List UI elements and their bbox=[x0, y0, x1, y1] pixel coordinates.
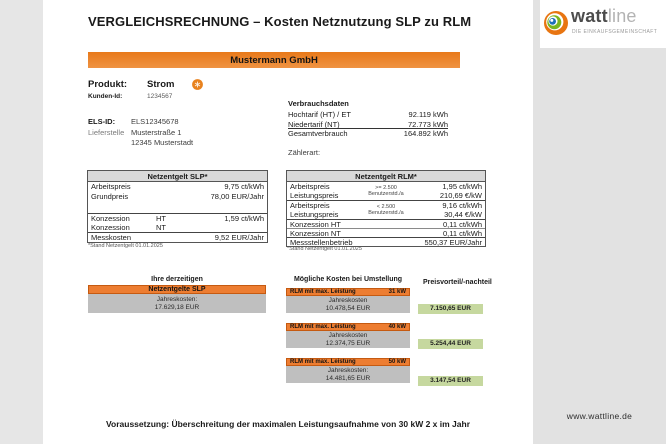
verbrauch-value: 92.119 kWh bbox=[408, 110, 448, 119]
option-cost-value: 12.374,75 EUR bbox=[325, 340, 371, 347]
rlm-footnote: *Stand Netzentgelt 01.01.2025 bbox=[287, 246, 362, 252]
table-row bbox=[88, 182, 267, 192]
row-value: 9,16 ct/kWh bbox=[442, 201, 482, 210]
row-label: Arbeitspreis bbox=[290, 201, 330, 210]
row-label: Konzession bbox=[91, 214, 130, 223]
slp-table-header: Netzentgelt SLP* bbox=[88, 171, 267, 182]
row-label: Arbeitspreis bbox=[290, 182, 330, 191]
row-label: Arbeitspreis bbox=[91, 182, 131, 191]
condition-line2: Benutzerstd./a bbox=[368, 191, 404, 197]
verbrauchsdaten-title: Verbrauchsdaten bbox=[288, 99, 349, 108]
verbrauch-value: 164.892 kWh bbox=[403, 129, 448, 138]
row-label: Konzession NT bbox=[290, 229, 341, 238]
row-label: Messstellenbetrieb bbox=[290, 238, 353, 247]
row-value: 78,00 EUR/Jahr bbox=[210, 191, 264, 201]
option-bar-31kw bbox=[286, 288, 410, 296]
group-condition bbox=[354, 182, 418, 200]
option-bar-50kw bbox=[286, 358, 410, 366]
option-cost-box bbox=[286, 331, 410, 348]
option-cost-box bbox=[286, 366, 410, 383]
row-value: 9,75 ct/kWh bbox=[224, 182, 264, 191]
advantage-value-box: 7.150,65 EUR bbox=[418, 304, 483, 314]
row-label: Leistungspreis bbox=[290, 191, 339, 200]
verbrauch-row-niedertarif bbox=[288, 120, 448, 130]
row-label: Grundpreis bbox=[91, 191, 129, 201]
logo-text-watt: watt bbox=[571, 6, 608, 26]
table-spacer bbox=[88, 201, 267, 213]
produkt-label: Produkt: bbox=[88, 79, 128, 90]
option-power: 40 kW bbox=[388, 324, 406, 330]
current-costs-box bbox=[88, 294, 266, 313]
kunden-id-value: 1234567 bbox=[147, 93, 173, 100]
row-value: 30,44 €/kW bbox=[444, 210, 482, 219]
table-row bbox=[88, 223, 267, 233]
verbrauch-label: Gesamtverbrauch bbox=[288, 129, 348, 138]
advantage-value-box: 3.147,54 EUR bbox=[418, 376, 483, 386]
energy-product-icon bbox=[192, 79, 203, 90]
verbrauch-row-gesamt bbox=[288, 129, 448, 139]
row-sublabel: HT bbox=[156, 214, 166, 223]
option-power: 31 kW bbox=[388, 289, 406, 295]
verbrauch-row-hochtarif bbox=[288, 110, 448, 120]
option-bar-label: RLM mit max. Leistung bbox=[290, 359, 356, 365]
options-title: Mögliche Kosten bei Umstellung bbox=[293, 276, 403, 283]
option-cost-box bbox=[286, 296, 410, 313]
option-cost-value: 14.481,65 EUR bbox=[325, 375, 371, 382]
current-costs-bar: Netzentgelte SLP bbox=[88, 285, 266, 294]
rlm-group-low-hours bbox=[287, 200, 485, 219]
option-cost-label: Jahreskosten bbox=[328, 297, 368, 304]
option-cost-value: 10.478,54 EUR bbox=[325, 305, 371, 312]
option-power: 50 kW bbox=[388, 359, 406, 365]
verbrauch-label: Niedertarif (NT) bbox=[288, 119, 340, 129]
advantage-value-box: 5.254,44 EUR bbox=[418, 339, 483, 349]
els-id-label: ELS-ID: bbox=[88, 117, 116, 126]
condition-line1: >= 2.500 bbox=[375, 185, 397, 191]
option-bar-label: RLM mit max. Leistung bbox=[290, 324, 356, 330]
advantage-title: Preisvorteil/-nachteil bbox=[423, 279, 492, 286]
row-label: Konzession HT bbox=[290, 220, 341, 229]
table-row bbox=[88, 192, 267, 202]
lieferstelle-label: Lieferstelle bbox=[88, 128, 125, 137]
kunden-id-label: Kunden-Id: bbox=[88, 93, 123, 100]
verbrauchsdaten-block bbox=[288, 99, 448, 139]
group-condition bbox=[354, 201, 418, 219]
row-label: Messkosten bbox=[91, 233, 132, 242]
row-value: 0,11 ct/kWh bbox=[442, 229, 482, 238]
current-costs-title: Ihre derzeitigen bbox=[151, 276, 203, 283]
table-row bbox=[287, 237, 485, 246]
row-label: Leistungspreis bbox=[290, 210, 339, 219]
els-id-value: ELS12345678 bbox=[131, 117, 179, 126]
lieferstelle-city: 12345 Musterstadt bbox=[131, 138, 194, 147]
table-row bbox=[88, 232, 267, 242]
website-url: www.wattline.de bbox=[566, 411, 633, 421]
netzentgelt-slp-table bbox=[87, 170, 268, 243]
company-header-bar bbox=[88, 52, 460, 68]
row-value: 0,11 ct/kWh bbox=[442, 220, 482, 229]
netzentgelt-rlm-table bbox=[286, 170, 486, 247]
page-title: VERGLEICHSRECHNUNG – Kosten Netznutzung SLP zu RLM bbox=[88, 14, 472, 29]
footer-note: Voraussetzung: Überschreitung der maximalen Leistungsaufnahme von 30 kW 2 x im Jahr bbox=[105, 419, 471, 429]
option-cost-label: Jahreskosten bbox=[328, 332, 368, 339]
company-name: Mustermann GmbH bbox=[230, 54, 318, 66]
table-row bbox=[88, 213, 267, 223]
slp-footnote: *Stand Netzentgelt 01.01.2025 bbox=[88, 243, 163, 249]
row-value: 9,52 EUR/Jahr bbox=[214, 233, 264, 242]
rlm-group-high-hours bbox=[287, 182, 485, 200]
condition-line2: Benutzerstd./a bbox=[368, 210, 404, 216]
option-bar-40kw bbox=[286, 323, 410, 331]
current-cost-value: 17.629,18 EUR bbox=[154, 304, 200, 311]
verbrauch-value: 72.773 kWh bbox=[407, 119, 448, 129]
rlm-table-header: Netzentgelt RLM* bbox=[287, 171, 485, 182]
row-value: 210,69 €/kW bbox=[439, 191, 482, 200]
row-sublabel: NT bbox=[156, 222, 166, 232]
row-value: 550,37 EUR/Jahr bbox=[424, 238, 482, 247]
option-cost-label: Jahreskosten: bbox=[327, 367, 369, 374]
row-value: 1,95 ct/kWh bbox=[442, 182, 482, 191]
zaehlerart-label: Zählerart: bbox=[288, 148, 321, 157]
row-label: Konzession bbox=[91, 222, 130, 232]
produkt-value: Strom bbox=[147, 79, 175, 90]
logo-text-line: line bbox=[607, 6, 637, 26]
lieferstelle-street: Musterstraße 1 bbox=[131, 128, 182, 137]
logo-subtitle: DIE EINKAUFSGEMEINSCHAFT bbox=[572, 29, 658, 35]
option-bar-label: RLM mit max. Leistung bbox=[290, 289, 356, 295]
current-cost-label: Jahreskosten: bbox=[156, 295, 198, 303]
verbrauch-label: Hochtarif (HT) / ET bbox=[288, 110, 351, 119]
condition-line1: < 2.500 bbox=[376, 204, 396, 210]
table-row bbox=[287, 219, 485, 228]
table-row bbox=[287, 228, 485, 237]
row-value: 1,59 ct/kWh bbox=[224, 214, 264, 223]
